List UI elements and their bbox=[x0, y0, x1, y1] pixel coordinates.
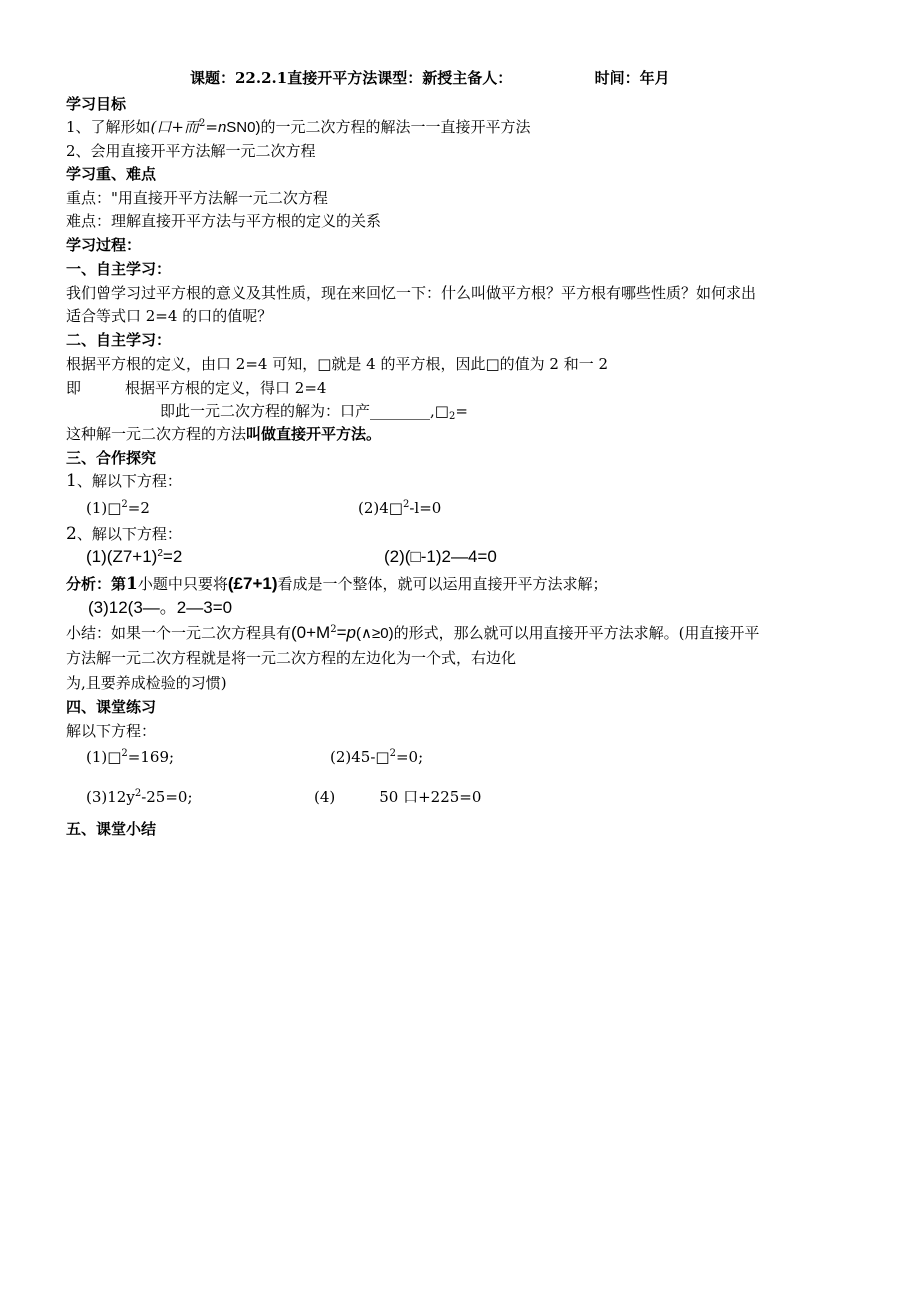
difficult-point: 难点：理解直接开平方法与平方根的定义的关系 bbox=[66, 212, 382, 230]
section2-text-line2: 即 根据平方根的定义，得口 2=4 bbox=[66, 379, 327, 397]
section3-summary-line1: 小结：如果一个一元二次方程具有($0+M^2=p(\wedge\ge 0)$的形式，那么就可以用直接开平方法求解。(用直接开平 bbox=[66, 623, 760, 642]
section2-text-line1: 根据平方根的定义，由口 2=4 可知，□就是 4 的平方根，因此□的值为 2 和一 2 bbox=[66, 355, 609, 373]
key-point: 重点："用直接开平方法解一元二次方程 bbox=[66, 189, 328, 207]
section3-summary-line3: 为,且要养成检验的习惯) bbox=[66, 674, 227, 692]
section1-text-line1: 我们曾学习过平方根的意义及其性质，现在来回忆一下：什么叫做平方根？平方根有哪些性质？如何求出 bbox=[66, 284, 757, 302]
section4-heading: 四、课堂练习 bbox=[66, 698, 157, 716]
section2-text-line3: 即此一元二次方程的解为：口产$\_\_\_\_\_\_\_\_,□_2=$ bbox=[160, 402, 468, 422]
objective-item-2: 2、会用直接开平方法解一元二次方程 bbox=[66, 142, 316, 160]
section5-heading: 五、课堂小结 bbox=[66, 820, 157, 838]
section1-heading: 一、自主学习： bbox=[66, 260, 172, 278]
section3-q1-equation-2: (2)4□$^2$-l=0 bbox=[358, 499, 442, 517]
section3-analysis: 分析：第1小题中只要将(£7+1)看成是一个整体，就可以运用直接开平方法求解； bbox=[66, 574, 608, 594]
header-time: 时间：年月 bbox=[594, 69, 670, 87]
objective-item-1: 1、了解形如(口+而$^2$=nSN0)的一元二次方程的解法一一直接开平方法 bbox=[66, 118, 531, 136]
answer-blank: ________ bbox=[370, 402, 431, 420]
section3-heading: 三、合作探究 bbox=[66, 449, 157, 467]
section3-q2-equation-2: (2)(□-1)2—4=0 bbox=[384, 547, 497, 566]
header-title: 课题：22.2.1直接开平方法课型：新授主备人： bbox=[190, 69, 513, 87]
section3-q2-equation-1: $(1)(Z7+1)^2=2$ bbox=[86, 547, 183, 566]
exercise-equation-4: (4) 50 口+225=0 bbox=[314, 788, 482, 806]
section3-question2: 2、解以下方程： bbox=[66, 524, 182, 544]
section3-question1: 1、解以下方程： bbox=[66, 471, 182, 491]
objectives-heading: 学习目标 bbox=[66, 95, 127, 113]
exercise-equation-3: $(3)12y^2-25=0$; bbox=[86, 788, 193, 806]
key-points-heading: 学习重、难点 bbox=[66, 165, 157, 183]
section2-heading: 二、自主学习： bbox=[66, 331, 172, 349]
exercise-equation-1: (1)□$^2$=169; bbox=[86, 748, 175, 766]
section1-text-line2: 适合等式口 2=4 的口的值呢？ bbox=[66, 307, 273, 325]
section3-q2-equation-3: (3)12(3—。2—3=0 bbox=[88, 598, 233, 617]
section3-summary-line2: 方法解一元二次方程就是将一元二次方程的左边化为一个式，右边化 bbox=[66, 649, 517, 667]
process-heading: 学习过程： bbox=[66, 236, 142, 254]
section3-q1-equation-1: (1)□$^2$=2 bbox=[86, 499, 150, 517]
section2-text-line4: 这种解一元二次方程的方法叫做直接开平方法。 bbox=[66, 425, 382, 443]
section4-intro: 解以下方程： bbox=[66, 722, 157, 740]
page-title bbox=[190, 68, 670, 88]
exercise-equation-2: (2)45-□$^2$=0; bbox=[330, 748, 424, 766]
